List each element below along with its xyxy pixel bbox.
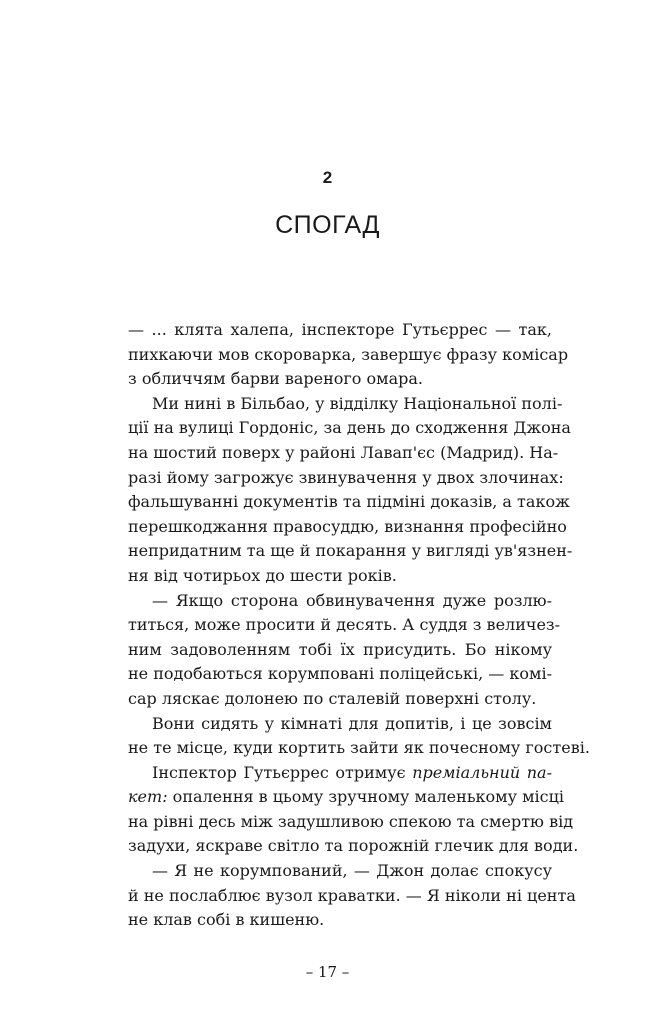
text-line [128,564,552,589]
line-text: — Якщо сторона обвинувачення дуже розлю- [152,590,552,610]
line-text: ня від чотирьох до шести років. [128,565,397,585]
chapter-number: 2 [322,168,333,187]
italic-text: кет: [128,787,168,807]
line-text: сар ляскає долонею по сталевій поверхні столу. [128,688,537,708]
text-line [128,736,590,761]
body-text [128,318,590,933]
line-text: — Я не корумпований, — Джон долає спокусу [152,861,552,881]
text-line [128,785,565,810]
line-text: непридатним та ще й покарання у вигляді ув'язнен- [128,541,573,561]
text-line [128,687,552,712]
text-line [128,589,552,614]
text-line [128,466,564,491]
text-line [128,392,563,417]
text-line [128,515,567,540]
line-text: з обличчям барви вареного омара. [128,369,423,389]
italic-text: преміальний па- [412,762,552,782]
line-text: не те місце, куди кортить зайти як почесному гостеві. [128,738,590,758]
text-line [128,343,569,368]
line-text: й не послаблює вузол краватки. — Я ніколи ні цента [128,885,576,905]
line-text: на шостий поверх у районі Лавап'єс (Мадрид). На- [128,442,559,462]
chapter-title: СПОГАД [275,211,380,239]
text-line [128,367,552,392]
text-line [128,318,552,343]
text-line [128,638,552,663]
line-text: разі йому загрожує звинувачення у двох злочинах: [128,467,564,487]
text-line [128,441,559,466]
text-line [128,490,570,515]
line-text: не подобаються корумповані поліцейські, — комі- [128,664,552,684]
text-line [128,834,579,859]
line-text: опалення в цьому зручному маленькому місці [167,787,565,807]
text-line [128,712,552,737]
line-text: — ... клята халепа, інспекторе Гутьєррес — так, [128,320,552,339]
line-text: титься, може просити й десять. А суддя з величез- [128,615,561,635]
text-line [128,884,576,909]
line-text: не клав собі в кишеню. [128,910,325,930]
text-line [128,908,552,933]
text-line [128,761,552,786]
text-line [128,859,552,884]
line-text: ції на вулиці Гордоніс, за день до сходження Джона [128,418,571,438]
text-line [128,810,574,835]
line-text: Вони сидять у кімнаті для допитів, і це зовсім [152,713,552,733]
line-text: перешкоджання правосуддю, визнання професійно [128,516,567,536]
text-line [128,613,561,638]
text-line [128,662,552,687]
page-number: – 17 – [305,963,350,981]
line-text: Ми нині в Більбао, у відділку Національної полі- [152,393,563,413]
line-text: пихкаючи мов скороварка, завершує фразу комісар [128,344,569,364]
line-text: Інспектор Гутьєррес отримує [152,762,413,782]
line-text: фальшуванні документів та підміні доказів, а також [128,492,570,512]
text-line [128,416,571,441]
text-line [128,539,573,564]
line-text: ним задоволенням тобі їх присудить. Бо нікому [128,639,552,659]
line-text: на рівні десь між задушливою спекою та смертю від [128,811,574,831]
line-text: задухи, яскраве світло та порожній глечик для води. [128,836,579,856]
